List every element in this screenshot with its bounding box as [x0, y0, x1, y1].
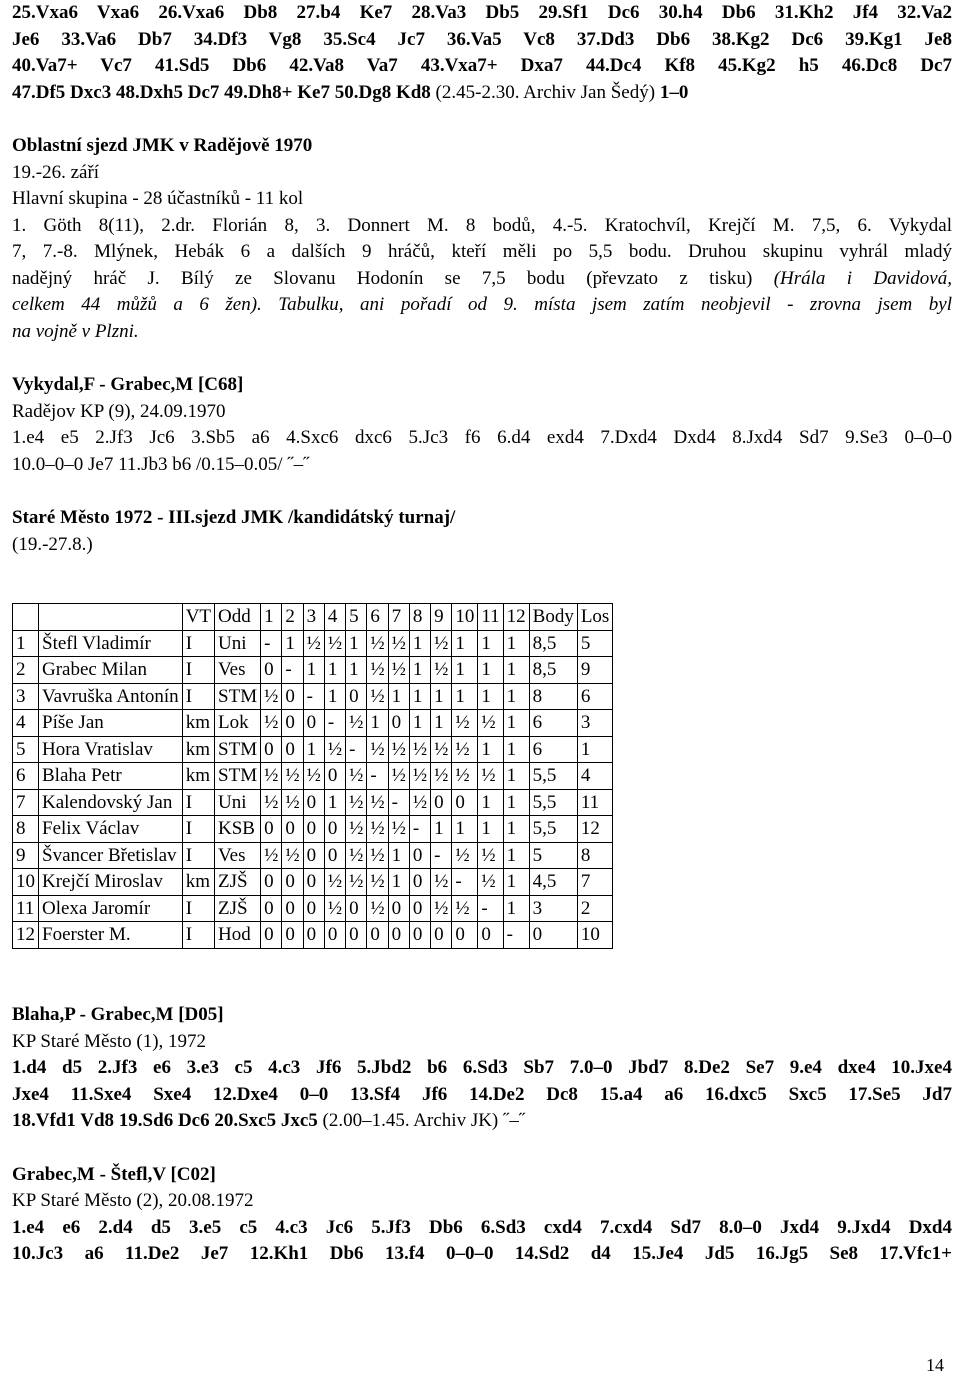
crosstable-cell: ½ — [261, 763, 282, 790]
crosstable-cell: 0 — [409, 895, 430, 922]
document-page — [12, 0, 952, 558]
crosstable-cell: 8,5 — [529, 657, 577, 684]
player-name-cell: Štefl Vladimír — [39, 630, 183, 657]
crosstable-cell: 1 — [346, 630, 367, 657]
crosstable-cell: 1 — [503, 683, 529, 710]
crosstable-cell: I — [182, 922, 214, 949]
crosstable-cell: 7 — [577, 869, 613, 896]
document-page-lower — [12, 1002, 952, 1268]
crosstable-cell: 11 — [577, 789, 613, 816]
game3-archive-note: (2.00–1.45. Archiv JK) ˝–˝ — [317, 1110, 526, 1131]
crosstable-header-cell: 7 — [388, 604, 409, 631]
crosstable-cell: - — [503, 922, 529, 949]
crosstable-cell: 1 — [452, 683, 478, 710]
crosstable-cell: 0 — [346, 895, 367, 922]
player-name-cell: Vavruška Antonín — [39, 683, 183, 710]
crosstable-header-cell — [13, 604, 39, 631]
crosstable-cell: 0 — [452, 789, 478, 816]
crosstable-cell: 1 — [452, 816, 478, 843]
crosstable-cell: 0 — [431, 922, 452, 949]
crosstable-cell: ZJŠ — [215, 869, 261, 896]
crosstable-header-cell: Los — [577, 604, 613, 631]
crosstable-cell: 0 — [282, 816, 303, 843]
crosstable-cell: ½ — [388, 657, 409, 684]
tournament1-results: nadějný hráč J. Bílý ze Slovanu Hodonín se 7,5 bodu (převzato z tisku) — [12, 267, 774, 289]
crosstable-header-cell: 6 — [367, 604, 388, 631]
player-name-cell: Felix Václav — [39, 816, 183, 843]
crosstable-cell: STM — [215, 736, 261, 763]
tournament1-group: Hlavní skupina - 28 účastníků - 11 kol — [12, 188, 304, 209]
crosstable-cell: 1 — [478, 657, 503, 684]
crosstable-cell: I — [182, 842, 214, 869]
crosstable-row — [13, 736, 613, 763]
player-name-cell: Blaha Petr — [39, 763, 183, 790]
crosstable-cell: 1 — [577, 736, 613, 763]
tournament1-title: Oblastní sjezd JMK v Radějově 1970 — [12, 135, 313, 156]
crosstable-cell: - — [346, 736, 367, 763]
tournament2-title: Staré Město 1972 - III.sjezd JMK /kandidátský turnaj/ — [12, 507, 456, 528]
crosstable-cell: ½ — [367, 630, 388, 657]
crosstable-cell: ½ — [431, 895, 452, 922]
crosstable-cell: 1 — [324, 657, 345, 684]
crosstable-cell: 1 — [303, 657, 324, 684]
crosstable-cell: 0 — [282, 895, 303, 922]
crosstable-cell: ½ — [367, 869, 388, 896]
crosstable-cell: ½ — [303, 630, 324, 657]
tournament1-results: 1. Göth 8(11), 2.dr. Florián 8, 3. Donnert M. 8 bodů, 4.-5. Kratochvíl, Krejčí M. 7,5, 6. Vykydal — [12, 214, 952, 236]
crosstable-cell: 0 — [303, 842, 324, 869]
crosstable-cell: ½ — [346, 842, 367, 869]
crosstable-cell: ½ — [324, 895, 345, 922]
crosstable-cell: 0 — [324, 842, 345, 869]
crosstable-cell: 1 — [503, 789, 529, 816]
crosstable-cell: - — [303, 683, 324, 710]
crosstable-cell: 0 — [303, 816, 324, 843]
crosstable-cell: Hod — [215, 922, 261, 949]
crosstable-cell: 0 — [282, 710, 303, 737]
crosstable-cell: 0 — [529, 922, 577, 949]
player-name-cell: Kalendovský Jan — [39, 789, 183, 816]
crosstable-cell: 10 — [577, 922, 613, 949]
crosstable-cell: 2 — [577, 895, 613, 922]
crosstable-cell: 1 — [478, 683, 503, 710]
crosstable-cell: 1 — [478, 816, 503, 843]
crosstable-cell: 0 — [303, 789, 324, 816]
crosstable-cell: Ves — [215, 657, 261, 684]
crosstable-cell: - — [367, 763, 388, 790]
crosstable-cell: 4 — [13, 710, 39, 737]
crosstable-cell: ½ — [452, 710, 478, 737]
crosstable-cell: ½ — [452, 842, 478, 869]
crosstable-cell: 0 — [324, 922, 345, 949]
game2-moves-line: 1.e4 e5 2.Jf3 Jc6 3.Sb5 a6 4.Sxc6 dxc6 5.Jc3 f6 6.d4 exd4 7.Dxd4 Dxd4 8.Jxd4 Sd7 9.Se3 0–0–0 — [12, 427, 952, 448]
crosstable-cell: 1 — [431, 816, 452, 843]
game3-moves-line: Jxe4 11.Sxe4 Sxe4 12.Dxe4 0–0 13.Sf4 Jf6 14.De2 Dc8 15.a4 a6 16.dxc5 Sxc5 17.Se5 Jd7 — [12, 1083, 952, 1105]
crosstable-cell: ½ — [324, 736, 345, 763]
crosstable-cell: 1 — [478, 736, 503, 763]
game4-moves-line: 1.e4 e6 2.d4 d5 3.e5 c5 4.c3 Jc6 5.Jf3 Db6 6.Sd3 cxd4 7.cxd4 Sd7 8.0–0 Jxd4 9.Jxd4 Dxd4 — [12, 1216, 952, 1238]
crosstable-cell: 1 — [452, 630, 478, 657]
crosstable-cell: 3 — [529, 895, 577, 922]
crosstable-cell: 1 — [409, 630, 430, 657]
crosstable-cell: ½ — [452, 895, 478, 922]
game1-moves-end — [12, 80, 952, 107]
crosstable-cell: ½ — [367, 736, 388, 763]
crosstable-cell: Uni — [215, 630, 261, 657]
crosstable-row — [13, 842, 613, 869]
crosstable-cell: 1 — [303, 736, 324, 763]
crosstable-cell: 1 — [503, 657, 529, 684]
crosstable-cell: 1 — [503, 736, 529, 763]
player-name-cell: Grabec Milan — [39, 657, 183, 684]
crosstable-cell: 1 — [367, 710, 388, 737]
crosstable-cell: 5,5 — [529, 816, 577, 843]
crosstable-cell: 0 — [324, 763, 345, 790]
crosstable-header-cell: 2 — [282, 604, 303, 631]
crosstable-row — [13, 869, 613, 896]
crosstable-cell: 1 — [409, 683, 430, 710]
crosstable-cell: I — [182, 657, 214, 684]
crosstable-header-cell: 11 — [478, 604, 503, 631]
crosstable-cell: ½ — [478, 869, 503, 896]
player-name-cell: Krejčí Miroslav — [39, 869, 183, 896]
crosstable-cell: ½ — [346, 869, 367, 896]
crosstable-cell: 1 — [503, 763, 529, 790]
crosstable-cell: 4,5 — [529, 869, 577, 896]
crosstable-cell: km — [182, 869, 214, 896]
crosstable-cell: 9 — [13, 842, 39, 869]
tournament1-results: 7, 7.-8. Mlýnek, Hebák 6 a dalších 9 hráčů, kteří měli po 5,5 bodu. Druhou skupinu vyhrál mladý — [12, 241, 952, 262]
crosstable-cell: Uni — [215, 789, 261, 816]
crosstable-cell: 1 — [503, 869, 529, 896]
crosstable-cell: 0 — [261, 657, 282, 684]
crosstable-cell: 0 — [431, 789, 452, 816]
tournament1-dates: 19.-26. září — [12, 161, 100, 183]
crosstable-cell: km — [182, 736, 214, 763]
crosstable-row — [13, 657, 613, 684]
crosstable-header-cell: 4 — [324, 604, 345, 631]
game3-moves-line: 1.d4 d5 2.Jf3 e6 3.e3 c5 4.c3 Jf6 5.Jbd2 b6 6.Sd3 Sb7 7.0–0 Jbd7 8.De2 Se7 9.e4 dxe4 10.Jxe4 — [12, 1057, 952, 1078]
tournament2-dates: (19.-27.8.) — [12, 533, 93, 555]
crosstable-cell: STM — [215, 683, 261, 710]
crosstable-cell: ½ — [367, 683, 388, 710]
crosstable-row — [13, 816, 613, 843]
tournament1-note: celkem 44 můžů a 6 žen). Tabulku, ani pořadí od 9. místa jsem zatím neobjevil - zrovna jsem byl — [12, 294, 952, 315]
crosstable-cell: 6 — [529, 736, 577, 763]
crosstable-header-row — [13, 604, 613, 631]
crosstable-cell: 1 — [388, 683, 409, 710]
crosstable-cell: 5,5 — [529, 789, 577, 816]
crosstable-cell: ½ — [388, 763, 409, 790]
crosstable-row — [13, 683, 613, 710]
crosstable-cell: ½ — [431, 869, 452, 896]
crosstable-cell: ½ — [282, 763, 303, 790]
game4-event: KP Staré Město (2), 20.08.1972 — [12, 1190, 254, 1211]
crosstable-cell: ½ — [282, 842, 303, 869]
crosstable-cell: 0 — [261, 816, 282, 843]
crosstable-cell: 0 — [367, 922, 388, 949]
crosstable-cell: 1 — [431, 710, 452, 737]
crosstable-cell: 0 — [261, 895, 282, 922]
player-name-cell: Píše Jan — [39, 710, 183, 737]
crosstable-cell: ½ — [409, 789, 430, 816]
crosstable-cell: 0 — [261, 869, 282, 896]
game4-header: Grabec,M - Štefl,V [C02] — [12, 1163, 216, 1185]
crosstable-cell: ½ — [367, 657, 388, 684]
crosstable-cell: 0 — [303, 710, 324, 737]
crosstable-cell: ½ — [409, 763, 430, 790]
crosstable-cell: I — [182, 683, 214, 710]
crosstable-header-cell: Odd — [215, 604, 261, 631]
crosstable-cell: ½ — [324, 630, 345, 657]
crosstable-header-cell: 10 — [452, 604, 478, 631]
crosstable-cell: 2 — [13, 657, 39, 684]
crosstable-cell: km — [182, 763, 214, 790]
crosstable-cell: ½ — [431, 763, 452, 790]
crosstable-row — [13, 922, 613, 949]
crosstable-cell: 1 — [409, 657, 430, 684]
crosstable-cell: 0 — [346, 683, 367, 710]
crosstable-cell: 0 — [261, 736, 282, 763]
crosstable-cell: 1 — [503, 816, 529, 843]
game3-header: Blaha,P - Grabec,M [D05] — [12, 1004, 224, 1025]
crosstable-cell: 8 — [13, 816, 39, 843]
crosstable-cell: 1 — [346, 657, 367, 684]
player-name-cell: Hora Vratislav — [39, 736, 183, 763]
crosstable-header-cell: VT — [182, 604, 214, 631]
crosstable-cell: ½ — [431, 630, 452, 657]
crosstable-cell: 1 — [388, 842, 409, 869]
crosstable-cell: 11 — [13, 895, 39, 922]
crosstable-cell: 0 — [409, 922, 430, 949]
tournament1-results-note — [12, 266, 952, 293]
crosstable-row — [13, 763, 613, 790]
crosstable-cell: - — [324, 710, 345, 737]
crosstable-cell: I — [182, 895, 214, 922]
crosstable-cell: 0 — [452, 922, 478, 949]
crosstable-header-cell: Body — [529, 604, 577, 631]
crosstable-cell: 0 — [478, 922, 503, 949]
crosstable-cell: ½ — [478, 710, 503, 737]
crosstable-cell: 6 — [577, 683, 613, 710]
crosstable-cell: ½ — [388, 630, 409, 657]
crosstable-cell: 0 — [282, 869, 303, 896]
game2-event: Radějov KP (9), 24.09.1970 — [12, 400, 226, 422]
crosstable-row — [13, 895, 613, 922]
crosstable-cell: 5 — [529, 842, 577, 869]
crosstable-cell: 0 — [303, 895, 324, 922]
crosstable-cell: 7 — [13, 789, 39, 816]
crosstable-cell: 0 — [324, 816, 345, 843]
crosstable-header-cell — [39, 604, 183, 631]
crosstable-cell: 1 — [431, 683, 452, 710]
crosstable-row — [13, 789, 613, 816]
crosstable-cell: ½ — [367, 789, 388, 816]
crosstable-cell: ½ — [452, 763, 478, 790]
crosstable-cell: 3 — [13, 683, 39, 710]
crosstable-cell: 0 — [346, 922, 367, 949]
crosstable-cell: 8 — [529, 683, 577, 710]
crosstable-cell: 1 — [503, 842, 529, 869]
player-name-cell: Foerster M. — [39, 922, 183, 949]
crosstable-cell: ½ — [261, 683, 282, 710]
crosstable-cell: 1 — [388, 869, 409, 896]
tournament1-note: na vojně v Plzni. — [12, 320, 139, 342]
crosstable-header-cell: 9 — [431, 604, 452, 631]
crosstable-cell: ½ — [367, 895, 388, 922]
crosstable-cell: 12 — [577, 816, 613, 843]
player-name-cell: Olexa Jaromír — [39, 895, 183, 922]
crosstable-cell: 0 — [388, 895, 409, 922]
game2-header: Vykydal,F - Grabec,M [C68] — [12, 374, 244, 395]
crosstable-cell: 1 — [409, 710, 430, 737]
crosstable-cell: - — [452, 869, 478, 896]
crosstable-header-cell: 3 — [303, 604, 324, 631]
crosstable-cell: 1 — [452, 657, 478, 684]
crosstable-cell: 1 — [503, 710, 529, 737]
crosstable-cell: ½ — [324, 869, 345, 896]
crosstable-cell: 0 — [388, 922, 409, 949]
crosstable-cell: 0 — [409, 869, 430, 896]
crosstable-cell: I — [182, 789, 214, 816]
crosstable-cell: I — [182, 816, 214, 843]
crosstable-cell: - — [388, 789, 409, 816]
crosstable-cell: ½ — [367, 816, 388, 843]
crosstable-cell: 5 — [577, 630, 613, 657]
crosstable-cell: ½ — [303, 763, 324, 790]
game1-moves-line: 25.Vxa6 Vxa6 26.Vxa6 Db8 27.b4 Ke7 28.Va3 Db5 29.Sf1 Dc6 30.h4 Db6 31.Kh2 Jf4 32.Va2 — [12, 2, 952, 23]
crosstable-cell: 1 — [478, 630, 503, 657]
game3-moves-end — [12, 1108, 952, 1135]
crosstable-cell: 1 — [13, 630, 39, 657]
crosstable-row — [13, 630, 613, 657]
crosstable-cell: 12 — [13, 922, 39, 949]
crosstable-header-cell: 5 — [346, 604, 367, 631]
crosstable-cell: 0 — [388, 710, 409, 737]
crosstable-cell: ½ — [409, 736, 430, 763]
crosstable-cell: 1 — [503, 630, 529, 657]
crosstable-cell: 10 — [13, 869, 39, 896]
crosstable-header-cell: 12 — [503, 604, 529, 631]
crosstable-cell: 1 — [503, 895, 529, 922]
crosstable-cell: ½ — [478, 763, 503, 790]
crosstable-cell: Lok — [215, 710, 261, 737]
crosstable-cell: ZJŠ — [215, 895, 261, 922]
crosstable-cell: Ves — [215, 842, 261, 869]
crosstable-cell: 0 — [282, 736, 303, 763]
crosstable-cell: ½ — [261, 789, 282, 816]
crosstable-cell: ½ — [261, 710, 282, 737]
player-name-cell: Švancer Břetislav — [39, 842, 183, 869]
crosstable-cell: 0 — [261, 922, 282, 949]
crosstable-cell: ½ — [388, 736, 409, 763]
game1-moves-line: 40.Va7+ Vc7 41.Sd5 Db6 42.Va8 Va7 43.Vxa7+ Dxa7 44.Dc4 Kf8 45.Kg2 h5 46.Dc8 Dc7 — [12, 55, 952, 76]
crosstable-cell: 6 — [13, 763, 39, 790]
game1-moves-line: Je6 33.Va6 Db7 34.Df3 Vg8 35.Sc4 Jc7 36.Va5 Vc8 37.Dd3 Db6 38.Kg2 Dc6 39.Kg1 Je8 — [12, 28, 952, 50]
crosstable-cell: ½ — [261, 842, 282, 869]
game2-moves-line: 10.0–0–0 Je7 11.Jb3 b6 /0.15–0.05/ ˝–˝ — [12, 453, 310, 475]
crosstable-cell: - — [261, 630, 282, 657]
crosstable-cell: ½ — [431, 736, 452, 763]
crosstable-cell: ½ — [346, 763, 367, 790]
page-number: 14 — [926, 1355, 944, 1375]
crosstable-cell: 1 — [478, 789, 503, 816]
game3-event: KP Staré Město (1), 1972 — [12, 1030, 207, 1052]
game3-moves-line: 18.Vfd1 Vd8 19.Sd6 Dc6 20.Sxc5 Jxc5 — [12, 1110, 318, 1131]
game1-moves-line: 47.Df5 Dxc3 48.Dxh5 Dc7 49.Dh8+ Ke7 50.Dg8 Kd8 — [12, 81, 431, 103]
game1-result: 1–0 — [659, 81, 689, 103]
crosstable-cell: 3 — [577, 710, 613, 737]
crosstable-cell: ½ — [346, 789, 367, 816]
crosstable-cell: ½ — [346, 710, 367, 737]
crosstable-cell: 1 — [324, 789, 345, 816]
crosstable-cell: 0 — [282, 683, 303, 710]
crosstable-cell: KSB — [215, 816, 261, 843]
crosstable-cell: 0 — [282, 922, 303, 949]
crosstable-cell: km — [182, 710, 214, 737]
crosstable-cell: 0 — [303, 922, 324, 949]
crosstable-cell: I — [182, 630, 214, 657]
game1-archive-note: (2.45-2.30. Archiv Jan Šedý) — [430, 81, 660, 103]
crosstable-cell: ½ — [367, 842, 388, 869]
crosstable-cell: 0 — [409, 842, 430, 869]
crosstable-cell: 1 — [282, 630, 303, 657]
game4-moves-line: 10.Jc3 a6 11.De2 Je7 12.Kh1 Db6 13.f4 0–0–0 14.Sd2 d4 15.Je4 Jd5 16.Jg5 Se8 17.Vfc1+ — [12, 1243, 952, 1264]
crosstable-cell: ½ — [478, 842, 503, 869]
crosstable-cell: STM — [215, 763, 261, 790]
crosstable-cell: 6 — [529, 710, 577, 737]
crosstable-cell: - — [478, 895, 503, 922]
crosstable-cell: - — [282, 657, 303, 684]
crosstable-cell: 4 — [577, 763, 613, 790]
crosstable-cell: ½ — [431, 657, 452, 684]
crosstable-row — [13, 710, 613, 737]
crosstable-cell: 8 — [577, 842, 613, 869]
crosstable — [12, 603, 613, 949]
crosstable-cell: 1 — [324, 683, 345, 710]
crosstable-cell: - — [431, 842, 452, 869]
crosstable-cell: - — [409, 816, 430, 843]
crosstable-cell: ½ — [452, 736, 478, 763]
crosstable-header-cell: 1 — [261, 604, 282, 631]
crosstable-cell: ½ — [346, 816, 367, 843]
crosstable-cell: ½ — [282, 789, 303, 816]
crosstable-header-cell: 8 — [409, 604, 430, 631]
crosstable-cell: 9 — [577, 657, 613, 684]
crosstable-cell: ½ — [388, 816, 409, 843]
crosstable-cell: 0 — [303, 869, 324, 896]
crosstable-cell: 8,5 — [529, 630, 577, 657]
crosstable-cell: 5,5 — [529, 763, 577, 790]
crosstable-cell: 5 — [13, 736, 39, 763]
tournament1-note: (Hrála i Davidová, — [773, 267, 952, 289]
